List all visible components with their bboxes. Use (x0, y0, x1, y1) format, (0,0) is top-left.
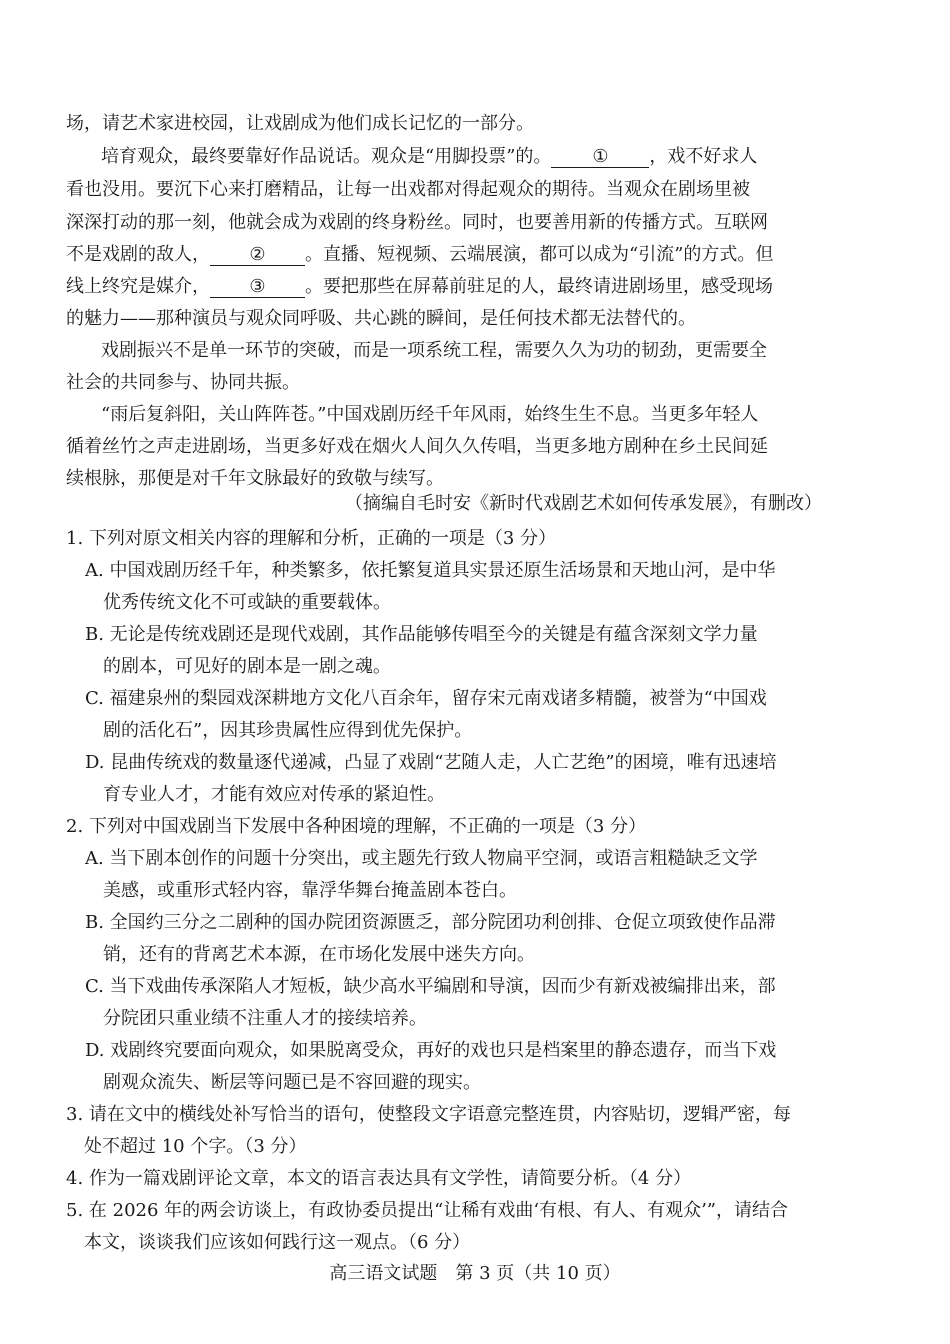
passage-line: 的魅力——那种演员与观众同呼吸、共心跳的瞬间，是任何技术都无法替代的。 (66, 308, 696, 329)
passage-line: 续根脉，那便是对千年文脉最好的致敬与续写。 (66, 468, 444, 489)
passage-text: 培育观众，最终要靠好作品说话。观众是“用脚投票”的。 (101, 146, 552, 167)
passage-line (66, 272, 773, 298)
answer-blank-3: ③ (210, 277, 305, 298)
q2-option-a: A. 当下剧本创作的问题十分突出，或主题先行致人物扁平空洞，或语言粗糙缺乏文学 (85, 848, 758, 869)
passage-line: 社会的共同参与、协同共振。 (66, 372, 300, 393)
passage-paragraph-start: “雨后复斜阳，关山阵阵苍。”中国戏剧历经千年风雨，始终生生不息。当更多年轻人 (101, 404, 759, 425)
q1-option-d: D. 昆曲传统戏的数量逐代递减，凸显了戏剧“艺随人走，人亡艺绝”的困境，唯有迅速培 (85, 752, 777, 773)
answer-blank-1: ① (551, 147, 649, 168)
q1-option-c-cont: 剧的活化石”，因其珍贵属性应得到优先保护。 (103, 720, 473, 741)
passage-text: ，戏不好求人 (649, 146, 758, 167)
question-2-stem: 2. 下列对中国戏剧当下发展中各种困境的理解，不正确的一项是（3 分） (66, 816, 647, 837)
question-1-stem: 1. 下列对原文相关内容的理解和分析，正确的一项是（3 分） (66, 528, 557, 549)
q2-option-c-cont: 分院团只重业绩不注重人才的接续培养。 (103, 1008, 427, 1029)
answer-blank-2: ② (210, 245, 305, 266)
question-5: 5. 在 2026 年的两会访谈上，有政协委员提出“让稀有戏曲‘有根、有人、有观众’”，请结合 (66, 1200, 788, 1221)
passage-text: 。要把那些在屏幕前驻足的人，最终请进剧场里，感受现场 (305, 276, 773, 297)
passage-line (66, 240, 773, 266)
page-footer: 高三语文试题 第 3 页（共 10 页） (329, 1263, 621, 1284)
q1-option-b-cont: 的剧本，可见好的剧本是一剧之魂。 (103, 656, 391, 677)
question-3-cont: 处不超过 10 个字。（3 分） (84, 1136, 307, 1157)
q1-option-a: A. 中国戏剧历经千年，种类繁多，依托繁复道具实景还原生活场景和天地山河，是中华 (85, 560, 776, 581)
source-citation: （摘编自毛时安《新时代戏剧艺术如何传承发展》，有删改） (345, 493, 822, 514)
passage-text: 线上终究是媒介， (66, 276, 210, 297)
q2-option-b-cont: 销，还有的背离艺术本源，在市场化发展中迷失方向。 (103, 944, 535, 965)
q1-option-d-cont: 育专业人才，才能有效应对传承的紧迫性。 (103, 784, 445, 805)
q1-option-c: C. 福建泉州的梨园戏深耕地方文化八百余年，留存宋元南戏诸多精髓，被誉为“中国戏 (85, 688, 767, 709)
passage-line: 循着丝竹之声走进剧场，当更多好戏在烟火人间久久传唱，当更多地方剧种在乡土民间延 (66, 436, 768, 457)
question-5-cont: 本文，谈谈我们应该如何践行这一观点。（6 分） (84, 1232, 471, 1253)
q2-option-b: B. 全国约三分之二剧种的国办院团资源匮乏，部分院团功利创排、仓促立项致使作品滞 (85, 912, 776, 933)
q2-option-a-cont: 美感，或重形式轻内容，靠浮华舞台掩盖剧本苍白。 (103, 880, 517, 901)
passage-line: 场，请艺术家进校园，让戏剧成为他们成长记忆的一部分。 (66, 113, 534, 134)
q2-option-d-cont: 剧观众流失、断层等问题已是不容回避的现实。 (103, 1072, 481, 1093)
q1-option-a-cont: 优秀传统文化不可或缺的重要载体。 (103, 592, 391, 613)
q2-option-d: D. 戏剧终究要面向观众，如果脱离受众，再好的戏也只是档案里的静态遗存，而当下戏 (85, 1040, 777, 1061)
question-4: 4. 作为一篇戏剧评论文章，本文的语言表达具有文学性，请简要分析。（4 分） (66, 1168, 692, 1189)
passage-line: 深深打动的那一刻，他就会成为戏剧的终身粉丝。同时，也要善用新的传播方式。互联网 (66, 212, 768, 233)
q2-option-c: C. 当下戏曲传承深陷人才短板，缺少高水平编剧和导演，因而少有新戏被编排出来，部 (85, 976, 776, 997)
passage-line: 看也没用。要沉下心来打磨精品，让每一出戏都对得起观众的期待。当观众在剧场里被 (66, 179, 750, 200)
q1-option-b: B. 无论是传统戏剧还是现代戏剧，其作品能够传唱至今的关键是有蕴含深刻文学力量 (85, 624, 758, 645)
passage-paragraph-start: 戏剧振兴不是单一环节的突破，而是一项系统工程，需要久久为功的韧劲，更需要全 (101, 340, 767, 361)
passage-text: 。直播、短视频、云端展演，都可以成为“引流”的方式。但 (305, 244, 774, 265)
passage-paragraph-start (101, 142, 757, 168)
question-3: 3. 请在文中的横线处补写恰当的语句，使整段文字语意完整连贯，内容贴切，逻辑严密，每 (66, 1104, 791, 1125)
passage-text: 不是戏剧的敌人， (66, 244, 210, 265)
